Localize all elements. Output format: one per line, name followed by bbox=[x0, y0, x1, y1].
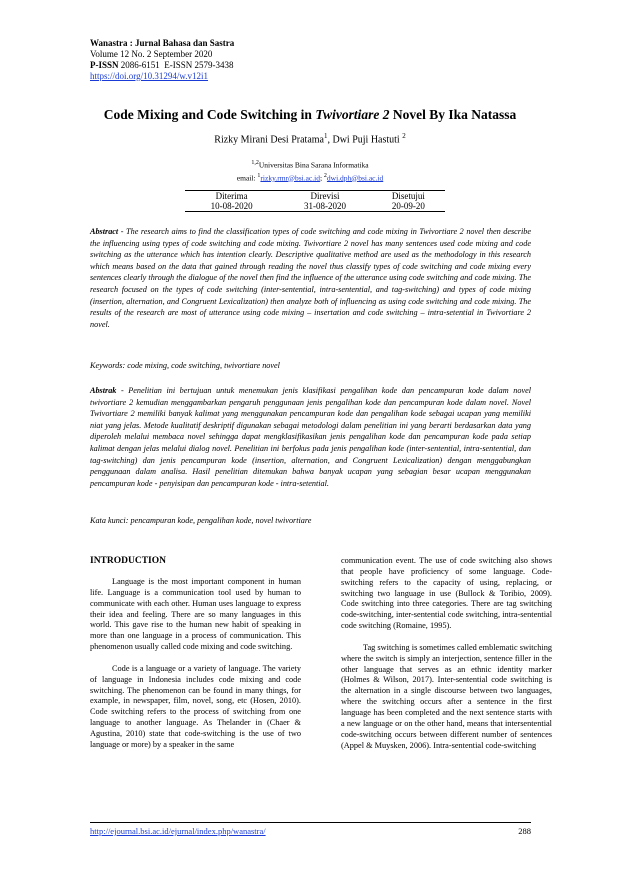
date-label: Direvisi bbox=[310, 191, 340, 201]
keywords-indonesian: Kata kunci: pencampuran kode, pengalihan kode, novel twivortiare bbox=[90, 516, 312, 525]
footer-divider bbox=[90, 822, 531, 823]
paper-title: Code Mixing and Code Switching in Twivortiare 2 Novel By Ika Natassa bbox=[103, 107, 517, 122]
paragraph: communication event. The use of code switching also shows that people have proficiency of some language. Code-switching refers to the capacity of using, replacing, or switching two language in use (Bullock & Toribio, 2009). Code switching into three categories. There are tag switching code-switching, inter-sentential code switching, intra-sentential code switching (Romaine, 1995). bbox=[341, 556, 552, 631]
journal-name: Wanastra : Jurnal Bahasa dan Sastra bbox=[90, 38, 235, 48]
abstract-english: Abstract - The research aims to find the classification types of code switching and code mixing in Twivortiare 2 novel then describe the influencing using types of code switching and code mixing. Twivortiare 2 novel has many sentences used code mixing and code switching as the utterance which has intention clearly. Descriptive qualitative method are used as the methodology in this research which means based on the data that gained through reading the novel thus classify types of code switching and code mixing every sentences clearly through the dialogue of the novel then find the influence of the utterance using code switching and code mixing. The research focused on the types of code switching (inter-sentential, intra-sentential, and tag-switching) and types of code mixing (insertion, alternation, and Congruent Lexicalization) then analyze both of influencing as using code switching and code mixing. The results of the research are most of utterance using code mixing – insertation and code switching – intra-setential in Twivortiare 2 novel. bbox=[90, 227, 531, 329]
date-value: 31-08-2020 bbox=[303, 201, 346, 211]
affiliation: $^{1,2}$Universitas Bina Sarana Informatika email: $^1$rizky.rmr@bsi.ac.id; $^2$dwi.dph@bsi.ac.id bbox=[236, 160, 384, 182]
submission-dates bbox=[185, 190, 445, 212]
right-column bbox=[341, 556, 552, 751]
section-heading-introduction: INTRODUCTION bbox=[90, 556, 167, 566]
left-column bbox=[90, 577, 301, 751]
paragraph: Language is the most important component in human life. Language is a communication tool used by human to communicate with each other. Human uses language to express their idea and feeling. There are so many languages in this world. This gave rise to the human new habit of speaking in more than one language in a process of communication. This phenomenon usually called code mixing and code switching. bbox=[90, 577, 301, 652]
email-link-2[interactable]: dwi.dph@bsi.ac.id bbox=[326, 173, 384, 182]
date-value: 20-09-20 bbox=[391, 201, 425, 211]
author-list: Rizky Mirani Desi Pratama$^1$, Dwi Puji Hastuti $^2$ bbox=[214, 132, 406, 146]
paragraph: Code is a language or a variety of language. The variety of language in Indonesia includes code mixing and code switching. The phenomenon can be found in many things, for example, in newspaper, film, novel, song, etc (Hosen, 2010). Code switching refers to the process of switching from one language to another language. As Thelander in (Chaer & Agustina, 2010) state that code-switching is the use of two language or more) by a speaker in the same bbox=[90, 663, 301, 749]
doi-link[interactable]: https://doi.org/10.31294/w.v12i1 bbox=[90, 71, 209, 81]
keywords-english: Keywords: code mixing, code switching, twivortiare novel bbox=[90, 361, 280, 370]
paragraph: Tag switching is sometimes called emblematic switching where the switch is simply an interjection, sentence filler in the other language that serves as an ethnic identity marker (Holmes & Wilson, 2017). Inter-sentential code switching is the alternation in a single discourse between two languages, where the switching occurs after a sentence in the first language has been completed and the next sentence starts with a new language or on the other hand, means that intersentential code-switching occurs between different number of sentences (Appel & Muysken, 2006). Intra-sentential code-switching bbox=[341, 642, 552, 750]
date-value: 10-08-2020 bbox=[210, 201, 253, 211]
journal-url[interactable]: http://ejournal.bsi.ac.id/ejurnal/index.php/wanastra/ bbox=[90, 826, 266, 836]
email-link-1[interactable]: rizky.rmr@bsi.ac.id bbox=[260, 173, 320, 182]
date-label: Disetujui bbox=[391, 191, 425, 201]
journal-issn: P-ISSN 2086-6151 E-ISSN 2579-3438 bbox=[90, 60, 234, 70]
page-number: 288 bbox=[518, 826, 531, 836]
abstract-indonesian: Abstrak - Penelitian ini bertujuan untuk menemukan jenis klasifikasi pengalihan kode dan pencampuran kode dalam novel twivortiare 2 kemudian menggambarkan pengaruh penggunaan jenis pengalihan kode dan pencampuran kode dalam novel. Novel Twivortiare 2 memiliki banyak kalimat yang menggunakan pencampuran kode dan pengalihan kode sebagai ucapan yang memiliki niat yang jelas. Metode kualitatif deskriptif digunakan sebagai metodologi dalam penelitian ini yang berarti berdasarkan data yang diperoleh melalui membaca novel sehingga dapat mengklasifikasikan jenis pengalihan kode dan pencampuran kode pada setiap kalimat dengan jelas melalui dialog novel. Penelitian ini berfokus pada jenis pengalihan kode (inter-sentential, intra-sentential, dan tag-switching) dan jenis pencampuran kode (insertion, alternation, and Congruent Lexicalization) dengan menggabungkan penggunaan dalam analisa. Hasil penelitian ditemukan bahwa banyak ucapan yang sebagian besar ucapan menggunakan pencampuran kode - penyisipan dan pencampuran kode - intra-setential. bbox=[90, 386, 531, 488]
date-label: Diterima bbox=[215, 191, 248, 201]
journal-volume: Volume 12 No. 2 September 2020 bbox=[90, 49, 213, 59]
